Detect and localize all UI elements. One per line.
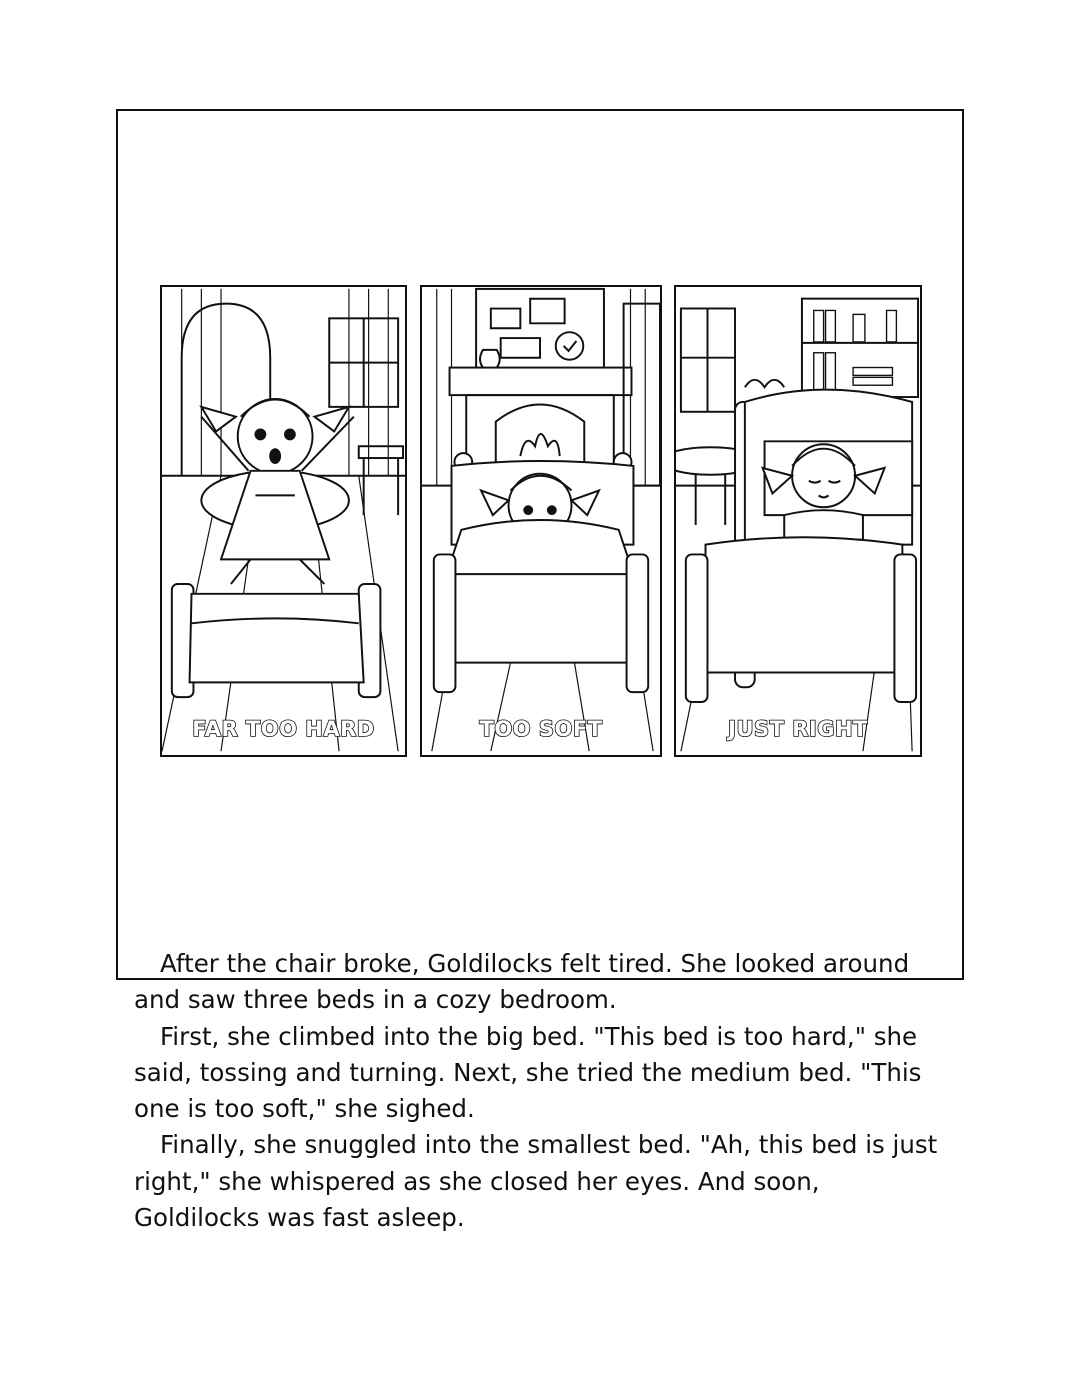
- panel-far-too-hard: [160, 285, 407, 757]
- story-text: [134, 946, 946, 1236]
- panel-label: JUST RIGHT: [728, 717, 868, 741]
- panel-label: FAR TOO HARD: [192, 717, 375, 741]
- story-paragraph: After the chair broke, Goldilocks felt tired. She looked around and saw three beds in a cozy bedroom.: [134, 949, 910, 1015]
- story-paragraph: Finally, she snuggled into the smallest bed. "Ah, this bed is just right," she whispered as she closed her eyes. And soon, Goldilocks was fast asleep.: [134, 1130, 938, 1233]
- panel-too-soft: [420, 285, 662, 757]
- story-paragraph: First, she climbed into the big bed. "This bed is too hard," she said, tossing and turning. Next, she tried the medium bed. "This one is too soft," she sighed.: [134, 1021, 922, 1124]
- girl-under-covers-illustration: [422, 287, 660, 755]
- panel-just-right: [674, 285, 922, 757]
- panel-label: TOO SOFT: [479, 717, 603, 741]
- girl-sleeping-illustration: [676, 287, 920, 755]
- girl-jumping-on-bed-illustration: [162, 287, 405, 755]
